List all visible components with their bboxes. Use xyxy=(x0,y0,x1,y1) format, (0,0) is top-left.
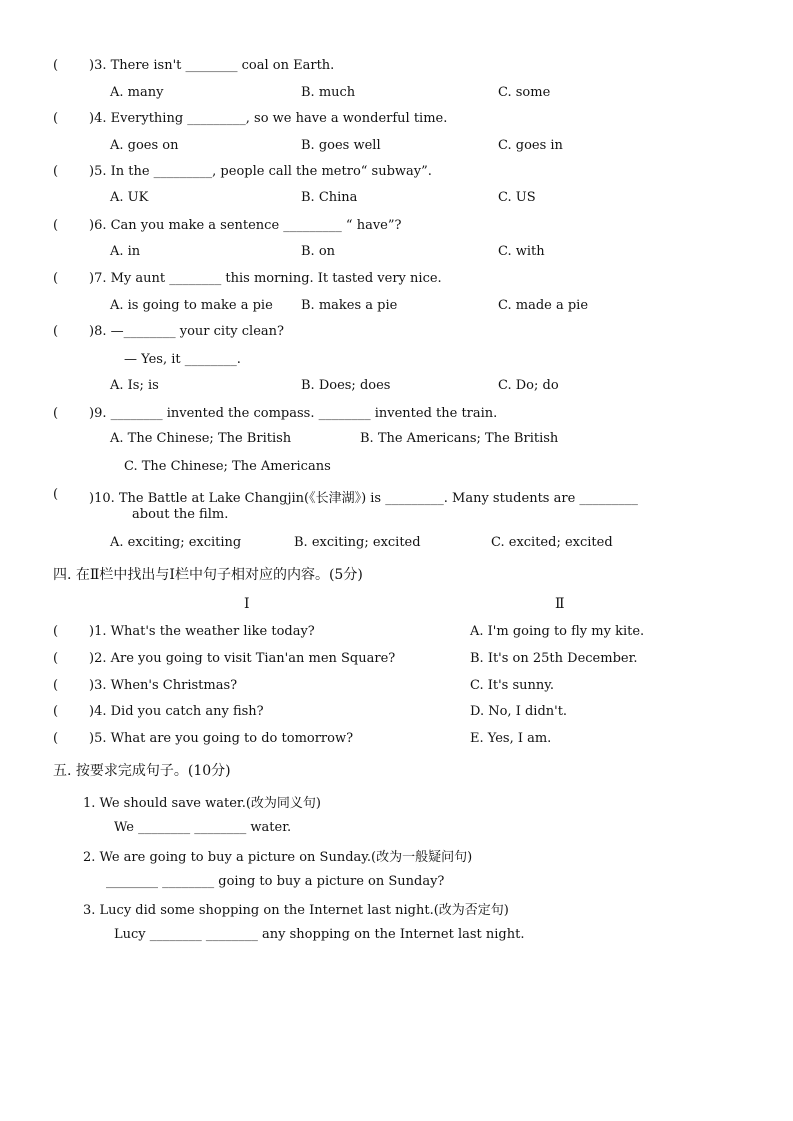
option-c: C. The Chinese; The Americans xyxy=(124,459,331,474)
question-stem: )8. —________ your city clean? xyxy=(89,324,284,339)
answer-paren[interactable]: ( xyxy=(53,271,59,286)
transform-question: 1. We should save water.(改为同义句) xyxy=(83,796,321,811)
transform-answer-line[interactable]: ________ ________ going to buy a picture on Sunday? xyxy=(106,874,445,889)
option-c: C. excited; excited xyxy=(491,535,613,550)
matching-question: )1. What's the weather like today? xyxy=(89,624,315,639)
question-stem: )7. My aunt ________ this morning. It tasted very nice. xyxy=(89,271,442,286)
matching-answer: A. I'm going to fly my kite. xyxy=(470,624,645,639)
option-a: A. in xyxy=(110,244,141,259)
option-c: C. Do; do xyxy=(498,378,559,393)
transform-question: 3. Lucy did some shopping on the Internet last night.(改为否定句) xyxy=(83,903,509,918)
section-title: 五. 按要求完成句子。(10分) xyxy=(53,763,231,779)
answer-paren[interactable]: ( xyxy=(53,678,59,693)
matching-answer: C. It's sunny. xyxy=(470,678,555,693)
option-c: C. some xyxy=(498,85,551,100)
question-stem: )10. The Battle at Lake Changjin(《长津湖》) is _________. Many students are _________ xyxy=(89,491,638,506)
answer-paren[interactable]: ( xyxy=(53,164,59,179)
answer-paren[interactable]: ( xyxy=(53,487,59,502)
answer-paren[interactable]: ( xyxy=(53,324,59,339)
question-stem: )5. In the _________, people call the metro“ subway”. xyxy=(89,164,432,179)
matching-question: )4. Did you catch any fish? xyxy=(89,704,264,719)
answer-paren[interactable]: ( xyxy=(53,58,59,73)
option-a: A. goes on xyxy=(110,138,179,153)
section-title: 四. 在Ⅱ栏中找出与Ⅰ栏中句子相对应的内容。(5分) xyxy=(53,567,363,583)
answer-paren[interactable]: ( xyxy=(53,731,59,746)
option-a: A. many xyxy=(110,85,164,100)
option-b: B. China xyxy=(301,190,358,205)
option-a: A. The Chinese; The British xyxy=(110,431,292,446)
answer-paren[interactable]: ( xyxy=(53,624,59,639)
matching-answer: B. It's on 25th December. xyxy=(470,651,638,666)
matching-question: )5. What are you going to do tomorrow? xyxy=(89,731,354,746)
column-header-1: Ⅰ xyxy=(244,596,250,612)
column-header-2: Ⅱ xyxy=(555,596,565,612)
question-continuation: about the film. xyxy=(132,507,229,522)
answer-paren[interactable]: ( xyxy=(53,406,59,421)
option-c: C. made a pie xyxy=(498,298,589,313)
transform-answer-line[interactable]: We ________ ________ water. xyxy=(114,820,292,835)
answer-paren[interactable]: ( xyxy=(53,111,59,126)
matching-question: )2. Are you going to visit Tian'an men Square? xyxy=(89,651,396,666)
option-b: B. much xyxy=(301,85,356,100)
option-c: C. goes in xyxy=(498,138,563,153)
option-b: B. The Americans; The British xyxy=(360,431,559,446)
transform-answer-line[interactable]: Lucy ________ ________ any shopping on the Internet last night. xyxy=(114,927,525,942)
option-c: C. US xyxy=(498,190,536,205)
question-stem: )9. ________ invented the compass. ________ invented the train. xyxy=(89,406,498,421)
answer-paren[interactable]: ( xyxy=(53,651,59,666)
option-b: B. makes a pie xyxy=(301,298,398,313)
answer-paren[interactable]: ( xyxy=(53,704,59,719)
option-a: A. is going to make a pie xyxy=(110,298,273,313)
question-stem: )3. There isn't ________ coal on Earth. xyxy=(89,58,335,73)
option-a: A. UK xyxy=(110,190,149,205)
option-b: B. goes well xyxy=(301,138,381,153)
option-a: A. exciting; exciting xyxy=(110,535,242,550)
transform-question: 2. We are going to buy a picture on Sunday.(改为一般疑问句) xyxy=(83,850,473,865)
matching-answer: D. No, I didn't. xyxy=(470,704,568,719)
question-sub: — Yes, it ________. xyxy=(124,352,241,367)
option-b: B. exciting; excited xyxy=(294,535,421,550)
question-stem: )4. Everything _________, so we have a wonderful time. xyxy=(89,111,448,126)
option-b: B. on xyxy=(301,244,336,259)
matching-question: )3. When's Christmas? xyxy=(89,678,238,693)
option-c: C. with xyxy=(498,244,545,259)
matching-answer: E. Yes, I am. xyxy=(470,731,552,746)
answer-paren[interactable]: ( xyxy=(53,218,59,233)
option-b: B. Does; does xyxy=(301,378,391,393)
question-stem: )6. Can you make a sentence _________ “ have”? xyxy=(89,218,402,233)
option-a: A. Is; is xyxy=(110,378,159,393)
